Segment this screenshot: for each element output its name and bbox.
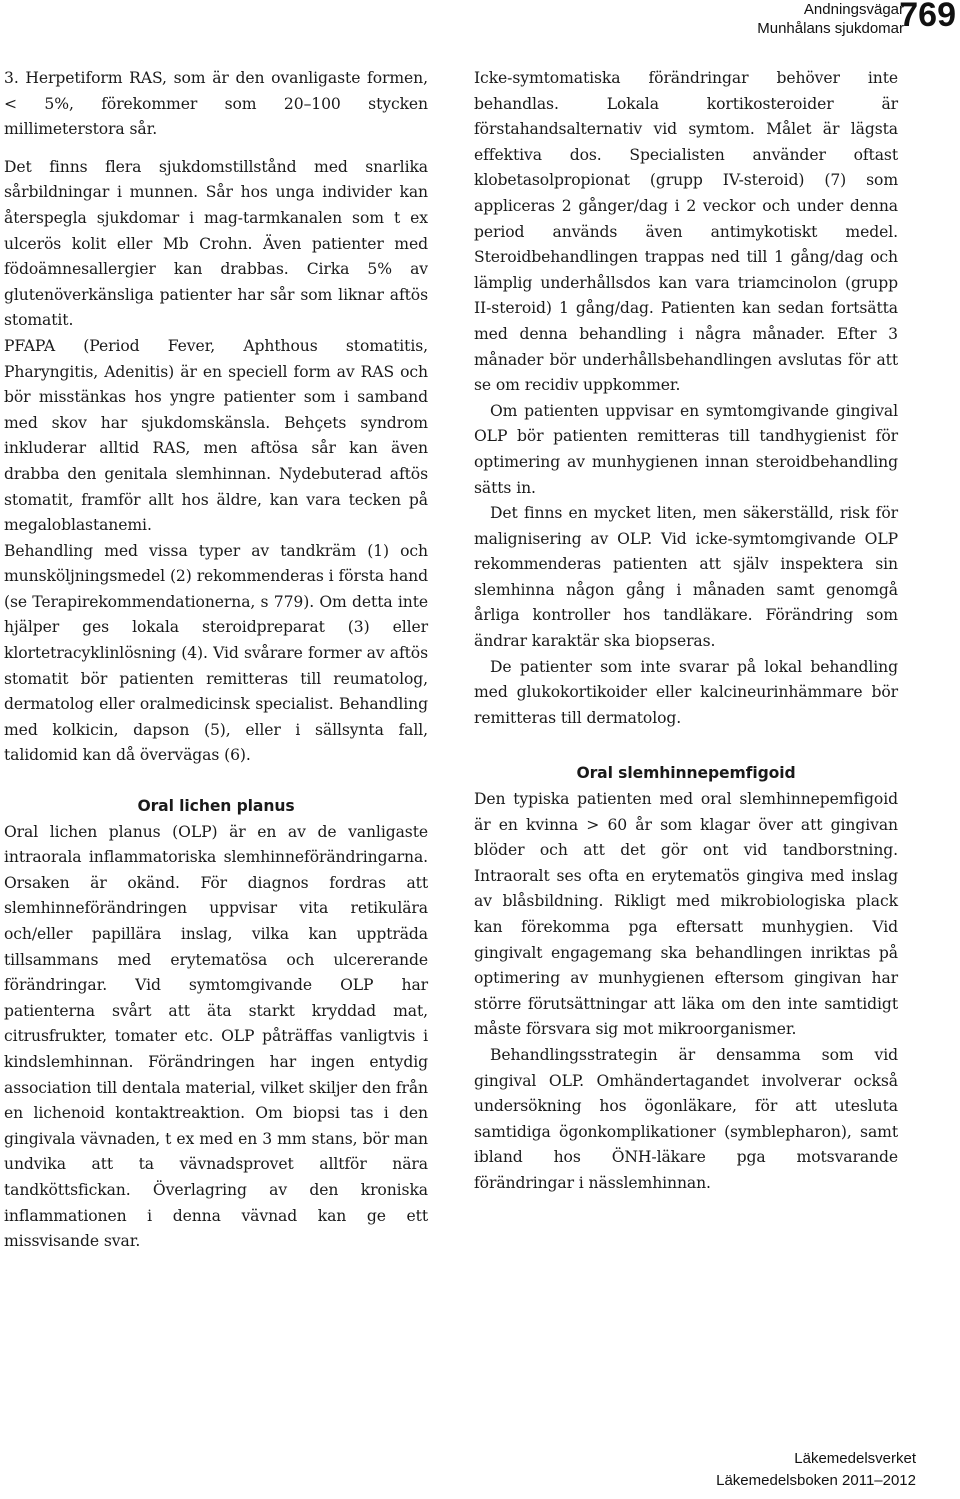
publisher-name: Läkemedelsverket: [794, 1450, 916, 1467]
paragraph-non-responders: De patienter som inte svarar på lokal behandling med glukokortikoider eller kalcineurinhämmare bör remitteras till dermatolog.: [474, 657, 898, 727]
subsection-title: Munhålans sjukdomar: [757, 20, 904, 37]
left-column: [4, 66, 428, 1255]
page-footer: [716, 1448, 916, 1492]
heading-oral-slemhinnepemfigoid: Oral slemhinnepemfigoid: [576, 764, 796, 783]
paragraph-pemfigoid-description: Den typiska patienten med oral slemhinnepemfigoid är en kvinna > 60 år som klagar över att gingivan blöder och att det gör ont vid tandborstning. Intraoralt ses ofta en erytematös gingiva med inslag av blåsbildning. Rikligt med mikrobiologiska plack kan förekomma pga eftersatt munhygien. Vid gingivalt engagemang ska behandlingen inriktas på optimering av munhygienen eftersom gingivan har större förutsättningar att läka om den inte samtidigt måste försvara sig mot mikroorganismer.: [474, 790, 898, 1039]
paragraph-olp-description: Oral lichen planus (OLP) är en av de vanligaste intraorala inflammatoriska slemhinneförändringarna. Orsaken är okänd. För diagnos fordras att slemhinneförändringen uppvisar vita retikulära och/eller papillära inslag, vilka kan uppträda tillsammans med erytematösa och ulcererande förändringar. Vid symtomgivande OLP har patienterna svårt att äta starkt kryddad mat, citrusfrukter, tomater etc. OLP påträffas vanligtvis i kindslemhinnan. Förändringen har ingen entydig association till dentala material, vilket skiljer den från en lichenoid kontaktreaktion. Om biopsi tas i den gingivala vävnaden, t ex med en 3 mm stans, bör man undvika att ta vävnadsprovet alltför nära tandköttsfickan. Överlagring av den kroniska inflammationen i denna vävnad kan ge ett missvisande svar.: [4, 822, 428, 1251]
paragraph-differential-diagnosis: Det finns flera sjukdomstillstånd med snarlika sårbildningar i munnen. Sår hos unga individer kan återspegla sjukdomar i mag-tarmkanalen som t ex ulcerös kolit eller Mb Crohn. Även patienter med födoämnesallergier kan drabbas. Cirka 5% av glutenöverkänsliga patienter har sår som liknar aftös stomatit.: [4, 157, 428, 330]
paragraph-pemfigoid-strategy: Behandlingsstrategin är densamma som vid gingival OLP. Omhändertagandet involverar också undersökning hos ögonläkare, för att utesluta samtidiga ögonkomplikationer (symblepharon), samt ibland hos ÖNH-läkare pga motsvarande förändringar i nässlemhinnan.: [474, 1045, 898, 1192]
paragraph-gingival-olp: Om patienten uppvisar en symtomgivande gingival OLP bör patienten remitteras till tandhygienist för optimering av munhygienen innan steroidbehandling sätts in.: [474, 401, 898, 497]
list-item-herpetiform-ras: 3. Herpetiform RAS, som är den ovanligaste formen, < 5%, förekommer som 20–100 stycken millimeterstora sår.: [4, 69, 428, 139]
paragraph-malignancy-risk: Det finns en mycket liten, men säkerställd, risk för malignisering av OLP. Vid icke-symtomgivande OLP rekommenderas patienten att själv inspektera sin slemhinna någon gång i månaden samt genomgå årliga kontroller hos tandläkare. Förändring som ändrar karaktär ska biopseras.: [474, 504, 898, 651]
heading-oral-lichen-planus: Oral lichen planus: [137, 797, 295, 816]
right-column: [474, 66, 898, 1197]
paragraph-pfapa: PFAPA (Period Fever, Aphthous stomatitis, Pharyngitis, Adenitis) är en speciell form av RAS och bör misstänkas hos yngre patienter som i samband med skov har sjukdomskänsla. Behçets syndrom inkluderar alltid RAS, men aftösa sår kan även drabba den genitala slemhinnan. Nydebuterad aftös stomatit, framför allt hos äldre, kan vara tecken på megaloblastanemi.: [4, 336, 428, 535]
page-number: 769: [899, 0, 956, 34]
paragraph-treatment: Behandling med vissa typer av tandkräm (1) och munsköljningsmedel (2) rekommenderas i första hand (se Terapirekommendationerna, s 779). Om detta inte hjälper ges lokala steroidpreparat (3) eller klortetracyklinlösning (4). Vid svårare former av aftös stomatit bör patienten remitteras till reumatolog, dermatolog eller oralmedicinsk specialist. Behandling med kolkicin, dapson (5), eller i sällsynta fall, talidomid kan då övervägas (6).: [4, 541, 428, 765]
section-title: Andningsvägar: [803, 1, 904, 18]
book-title: Läkemedelsboken 2011–2012: [716, 1472, 916, 1489]
paragraph-olp-treatment: Icke-symtomatiska förändringar behöver inte behandlas. Lokala kortikosteroider är förstahandsalternativ vid symtom. Målet är lägsta effektiva dos. Specialisten använder oftast klobetasolpropionat (grupp IV-steroid) (7) som appliceras 2 gånger/dag i 2 veckor och under denna period används även antimykotiskt medel. Steroidbehandlingen trappas ned till 1 gång/dag och lämplig underhållsdos kan vara triamcinolon (grupp II-steroid) 1 gång/dag. Patienten kan sedan fortsätta med denna behandling i några månader. Efter 3 månader bör underhållsbehandlingen avslutas för att se om recidiv uppkommer.: [474, 69, 898, 395]
page-header: [0, 0, 960, 46]
